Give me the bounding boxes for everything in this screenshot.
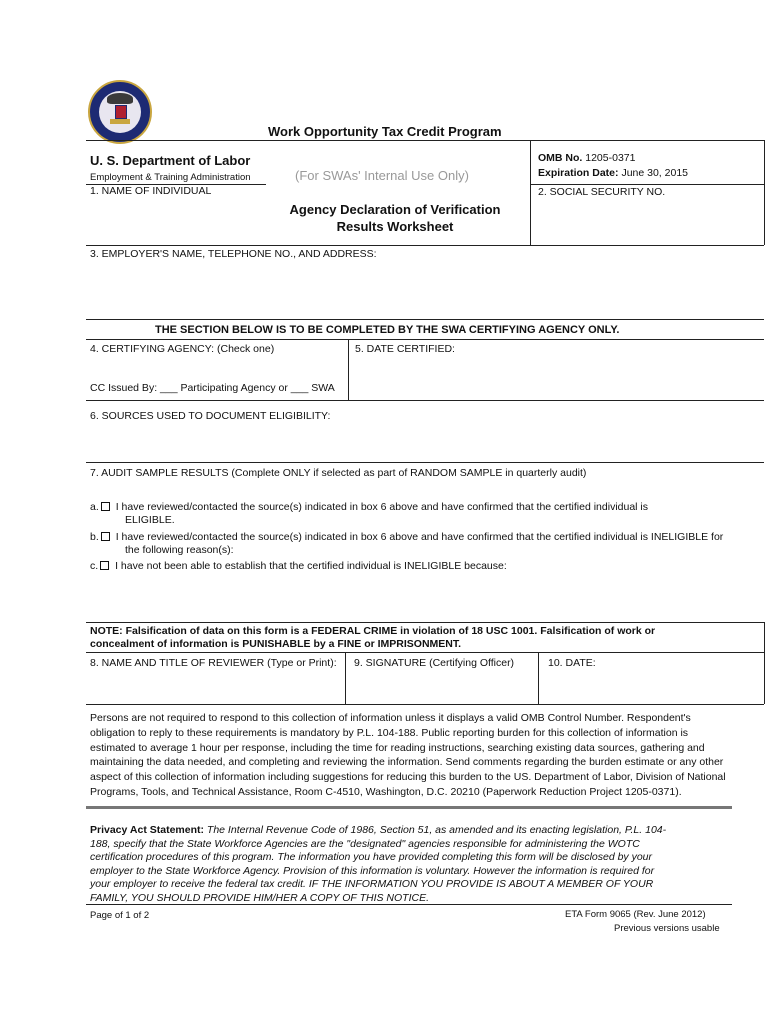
section-heading: THE SECTION BELOW IS TO BE COMPLETED BY THE SWA CERTIFYING AGENCY ONLY. [155,324,620,336]
internal-use-note: (For SWAs' Internal Use Only) [295,168,469,183]
previous-versions-note: Previous versions usable [614,923,720,934]
program-title: Work Opportunity Tax Credit Program [268,124,502,139]
audit-option-a[interactable]: a. I have reviewed/contacted the source(s) indicated in box 6 above and have confirmed that the certified individual is ELIGIBLE. [90,501,648,526]
audit-option-b[interactable]: b. I have reviewed/contacted the source(s) indicated in box 6 above and have confirmed that the certified individual is INELIGIBLE for the following reason(s): [90,531,724,556]
cc-issued-by[interactable]: CC Issued By: ___ Participating Agency or ___ SWA [90,382,335,394]
name-of-individual-field[interactable]: 1. NAME OF INDIVIDUAL [90,185,212,197]
employer-info-field[interactable]: 3. EMPLOYER'S NAME, TELEPHONE NO., AND ADDRESS: [90,248,377,260]
audit-option-c[interactable]: c. I have not been able to establish that the certified individual is INELIGIBLE because: [90,560,507,572]
administration-name: Employment & Training Administration [90,172,251,183]
department-name: U. S. Department of Labor [90,153,251,168]
checkbox-icon[interactable] [101,532,110,541]
sources-field[interactable]: 6. SOURCES USED TO DOCUMENT ELIGIBILITY: [90,410,331,422]
omb-number: OMB No. 1205-0371 [538,152,636,164]
falsification-note: NOTE: Falsification of data on this form is a FEDERAL CRIME in violation of 18 USC 1001. Falsification of work or concealment of information is PUNISHABLE by a FINE or IMPRISONMENT. [90,625,656,650]
form-title: Agency Declaration of Verification Results Worksheet [289,202,501,234]
form-id: ETA Form 9065 (Rev. June 2012) [565,909,706,920]
privacy-act-statement: Privacy Act Statement: The Internal Revenue Code of 1986, Section 51, as amended and its enacting legislation, P.L. 104- 188, specify that the State Workforce Agencies are the "designated" agencies responsible for administering the WOTC certification procedures of this program. The information you have provided completing this form will be disclosed by your employer to the State Workforce Agency. Provision of this information is voluntary. However the information is required for your employer to receive the federal tax credit. IF THE INFORMATION YOU PROVIDE IS ABOUT A MEMBER OF YOUR FAMILY, YOU SHOULD PROVIDE HIM/HER A COPY OF THIS NOTICE. [90,824,667,904]
page-number: Page of 1 of 2 [90,910,150,921]
audit-sample-heading: 7. AUDIT SAMPLE RESULTS (Complete ONLY if selected as part of RANDOM SAMPLE in quarterly audit) [90,467,587,479]
checkbox-icon[interactable] [100,561,109,570]
date-certified-field[interactable]: 5. DATE CERTIFIED: [355,343,455,355]
signature-field[interactable]: 9. SIGNATURE (Certifying Officer) [354,657,515,669]
department-of-labor-seal [88,80,152,144]
checkbox-icon[interactable] [101,502,110,511]
date-field[interactable]: 10. DATE: [548,657,596,669]
reviewer-name-field[interactable]: 8. NAME AND TITLE OF REVIEWER (Type or Print): [90,657,337,669]
social-security-field[interactable]: 2. SOCIAL SECURITY NO. [538,186,666,198]
burden-statement: Persons are not required to respond to this collection of information unless it displays a valid OMB Control Number. Respondent's obligation to reply to these requirements is mandatory by P.L. 104-188. Public reporting burden for this collection of information is estimated to average 1 hour per response, including the time for reading instructions, searching existing data sources, gathering and maintaining the data needed, and completing and reviewing the information. Send comments regarding the burden estimate or any other aspect of this collection of information including suggestions for reducing this burden to the US. Department of Labor, Division of National Programs, Tools, and Technical Assistance, Room C-4510, Washington, D.C. 20210 (Paperwork Reduction Project 1205-0371). [90,712,726,798]
certifying-agency-field[interactable]: 4. CERTIFYING AGENCY: (Check one) [90,343,275,355]
expiration-date: Expiration Date: June 30, 2015 [538,167,688,179]
